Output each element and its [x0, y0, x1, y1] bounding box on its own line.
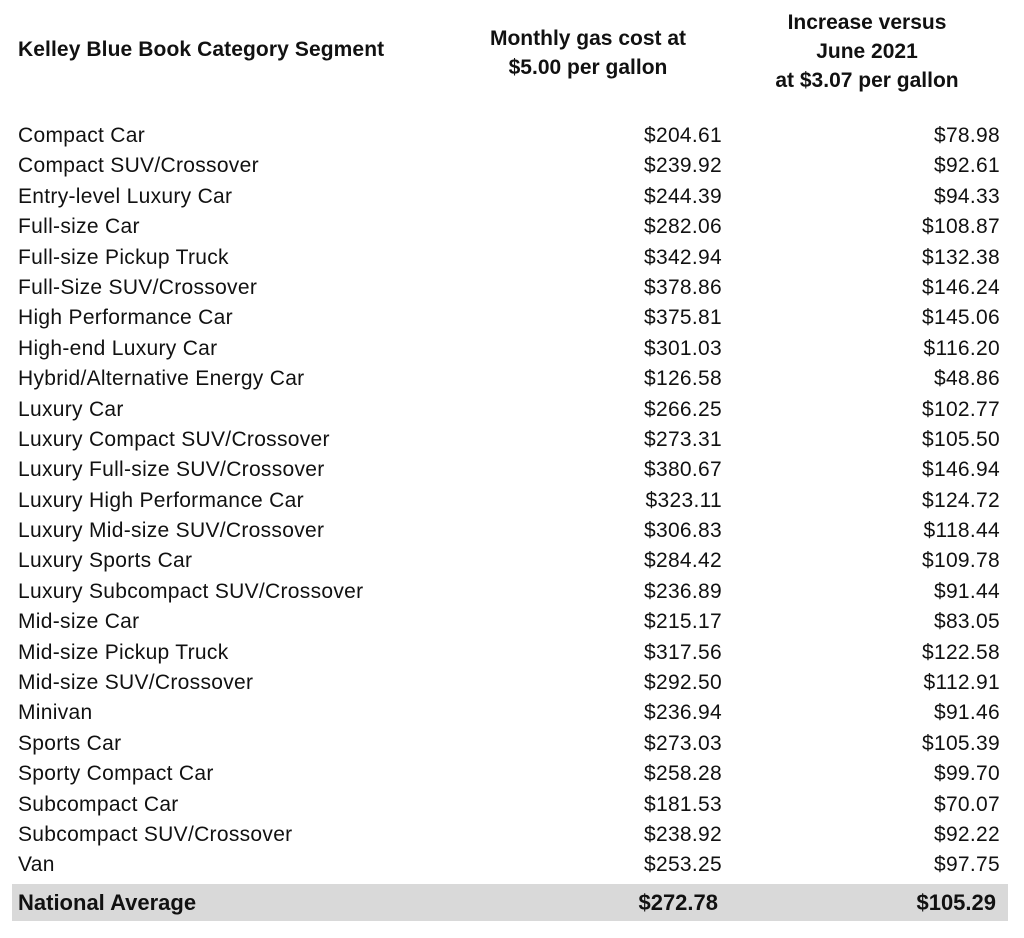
row-increase: $92.22: [933, 822, 1000, 846]
table-row: [0, 426, 1024, 456]
table-row: [0, 669, 1024, 699]
row-increase: $108.87: [921, 215, 1000, 239]
row-category: Hybrid/Alternative Energy Car: [18, 367, 305, 391]
table-row: [0, 791, 1024, 821]
row-monthly-cost: $380.67: [643, 458, 722, 482]
row-increase: $122.58: [921, 640, 1000, 664]
table-row: [0, 821, 1024, 851]
row-monthly-cost: $239.92: [643, 154, 722, 178]
row-category: High-end Luxury Car: [18, 336, 218, 360]
table-row: [0, 517, 1024, 547]
row-monthly-cost: $342.94: [643, 245, 722, 269]
row-monthly-cost: $238.92: [643, 822, 722, 846]
row-monthly-cost: $215.17: [643, 610, 722, 634]
header-monthly-cost: [462, 24, 714, 82]
row-monthly-cost: $273.31: [643, 427, 722, 451]
row-increase: $78.98: [933, 124, 1000, 147]
row-increase: $146.94: [921, 458, 1000, 482]
row-monthly-cost: $204.61: [643, 124, 722, 147]
row-increase: $116.20: [923, 336, 1000, 360]
national-average-row: [12, 884, 1008, 921]
row-monthly-cost: $126.58: [643, 367, 722, 391]
row-category: Luxury Sports Car: [18, 549, 193, 573]
row-monthly-cost: $284.42: [643, 549, 722, 573]
table-row: [0, 274, 1024, 304]
table-row: [0, 699, 1024, 729]
header-increase: [742, 8, 992, 95]
total-increase: $105.29: [916, 890, 996, 915]
row-category: Mid-size Pickup Truck: [18, 640, 229, 664]
row-monthly-cost: $375.81: [643, 306, 722, 330]
row-monthly-cost: $244.39: [643, 184, 722, 208]
row-monthly-cost: $181.53: [643, 792, 722, 816]
table-row: [0, 730, 1024, 760]
header-increase-line-2: June 2021: [816, 40, 918, 63]
row-monthly-cost: $378.86: [643, 275, 722, 299]
row-increase: $109.78: [921, 549, 1000, 573]
table-row: [0, 608, 1024, 638]
table-row: [0, 365, 1024, 395]
table-row: [0, 183, 1024, 213]
row-category: Sports Car: [18, 731, 122, 755]
row-category: Mid-size SUV/Crossover: [18, 671, 254, 695]
row-category: Sporty Compact Car: [18, 762, 214, 786]
row-increase: $132.38: [921, 245, 1000, 269]
row-category: Van: [18, 853, 55, 877]
row-category: Luxury High Performance Car: [18, 488, 304, 512]
table-row: [0, 639, 1024, 669]
row-increase: $118.44: [923, 519, 1000, 543]
row-category: Luxury Mid-size SUV/Crossover: [18, 519, 325, 543]
row-monthly-cost: $266.25: [643, 397, 722, 421]
row-category: Full-size Pickup Truck: [18, 245, 229, 269]
row-increase: $70.07: [933, 792, 1000, 816]
row-increase: $112.91: [923, 671, 1000, 695]
row-category: Luxury Full-size SUV/Crossover: [18, 458, 325, 482]
row-category: Luxury Compact SUV/Crossover: [18, 427, 330, 451]
header-cost-line-1: Monthly gas cost at: [489, 27, 687, 50]
row-category: Minivan: [18, 701, 93, 725]
row-monthly-cost: $236.94: [643, 701, 722, 725]
row-increase: $99.70: [933, 762, 1000, 786]
table-body: [0, 122, 1024, 882]
total-category: National Average: [18, 890, 197, 915]
row-monthly-cost: $236.89: [643, 579, 722, 603]
row-category: Subcompact Car: [18, 792, 179, 816]
total-cost: $272.78: [638, 890, 718, 915]
table-row: [0, 304, 1024, 334]
table-row: [0, 547, 1024, 577]
table-row: [0, 578, 1024, 608]
row-increase: $48.86: [933, 367, 1000, 391]
row-increase: $92.61: [933, 154, 1000, 178]
row-increase: $91.44: [933, 579, 1000, 603]
row-monthly-cost: $273.03: [643, 731, 722, 755]
row-category: Entry-level Luxury Car: [18, 184, 233, 208]
row-increase: $97.75: [933, 853, 1000, 877]
row-category: Mid-size Car: [18, 610, 140, 634]
row-category: Compact Car: [18, 124, 146, 147]
row-increase: $145.06: [921, 306, 1000, 330]
row-monthly-cost: $317.56: [643, 640, 722, 664]
table-row: [0, 152, 1024, 182]
table-row: [0, 851, 1024, 881]
row-category: Luxury Subcompact SUV/Crossover: [18, 579, 364, 603]
row-category: Full-Size SUV/Crossover: [18, 275, 258, 299]
table-row: [0, 760, 1024, 790]
table-header: [0, 0, 1024, 112]
table-row: [0, 244, 1024, 274]
row-monthly-cost: $258.28: [643, 762, 722, 786]
row-monthly-cost: $253.25: [643, 853, 722, 877]
row-monthly-cost: $292.50: [643, 671, 722, 695]
row-monthly-cost: $301.03: [643, 336, 722, 360]
header-cost-line-2: $5.00 per gallon: [508, 56, 668, 79]
table-row: [0, 487, 1024, 517]
table-row: [0, 122, 1024, 152]
header-category: Kelley Blue Book Category Segment: [18, 38, 385, 61]
table-row: [0, 456, 1024, 486]
header-increase-line-1: Increase versus: [787, 11, 947, 34]
row-increase: $91.46: [933, 701, 1000, 725]
row-category: Full-size Car: [18, 215, 140, 239]
row-category: Subcompact SUV/Crossover: [18, 822, 293, 846]
row-category: Luxury Car: [18, 397, 124, 421]
table-row: [0, 335, 1024, 365]
row-category: High Performance Car: [18, 306, 233, 330]
table-row: [0, 213, 1024, 243]
row-monthly-cost: $282.06: [643, 215, 722, 239]
row-monthly-cost: $306.83: [643, 519, 722, 543]
row-increase: $83.05: [933, 610, 1000, 634]
row-increase: $94.33: [933, 184, 1000, 208]
table-row: [0, 396, 1024, 426]
row-monthly-cost: $323.11: [645, 488, 722, 512]
row-increase: $105.39: [921, 731, 1000, 755]
row-increase: $124.72: [921, 488, 1000, 512]
header-increase-line-3: at $3.07 per gallon: [775, 69, 959, 92]
row-category: Compact SUV/Crossover: [18, 154, 259, 178]
row-increase: $105.50: [921, 427, 1000, 451]
row-increase: $146.24: [921, 275, 1000, 299]
row-increase: $102.77: [921, 397, 1000, 421]
